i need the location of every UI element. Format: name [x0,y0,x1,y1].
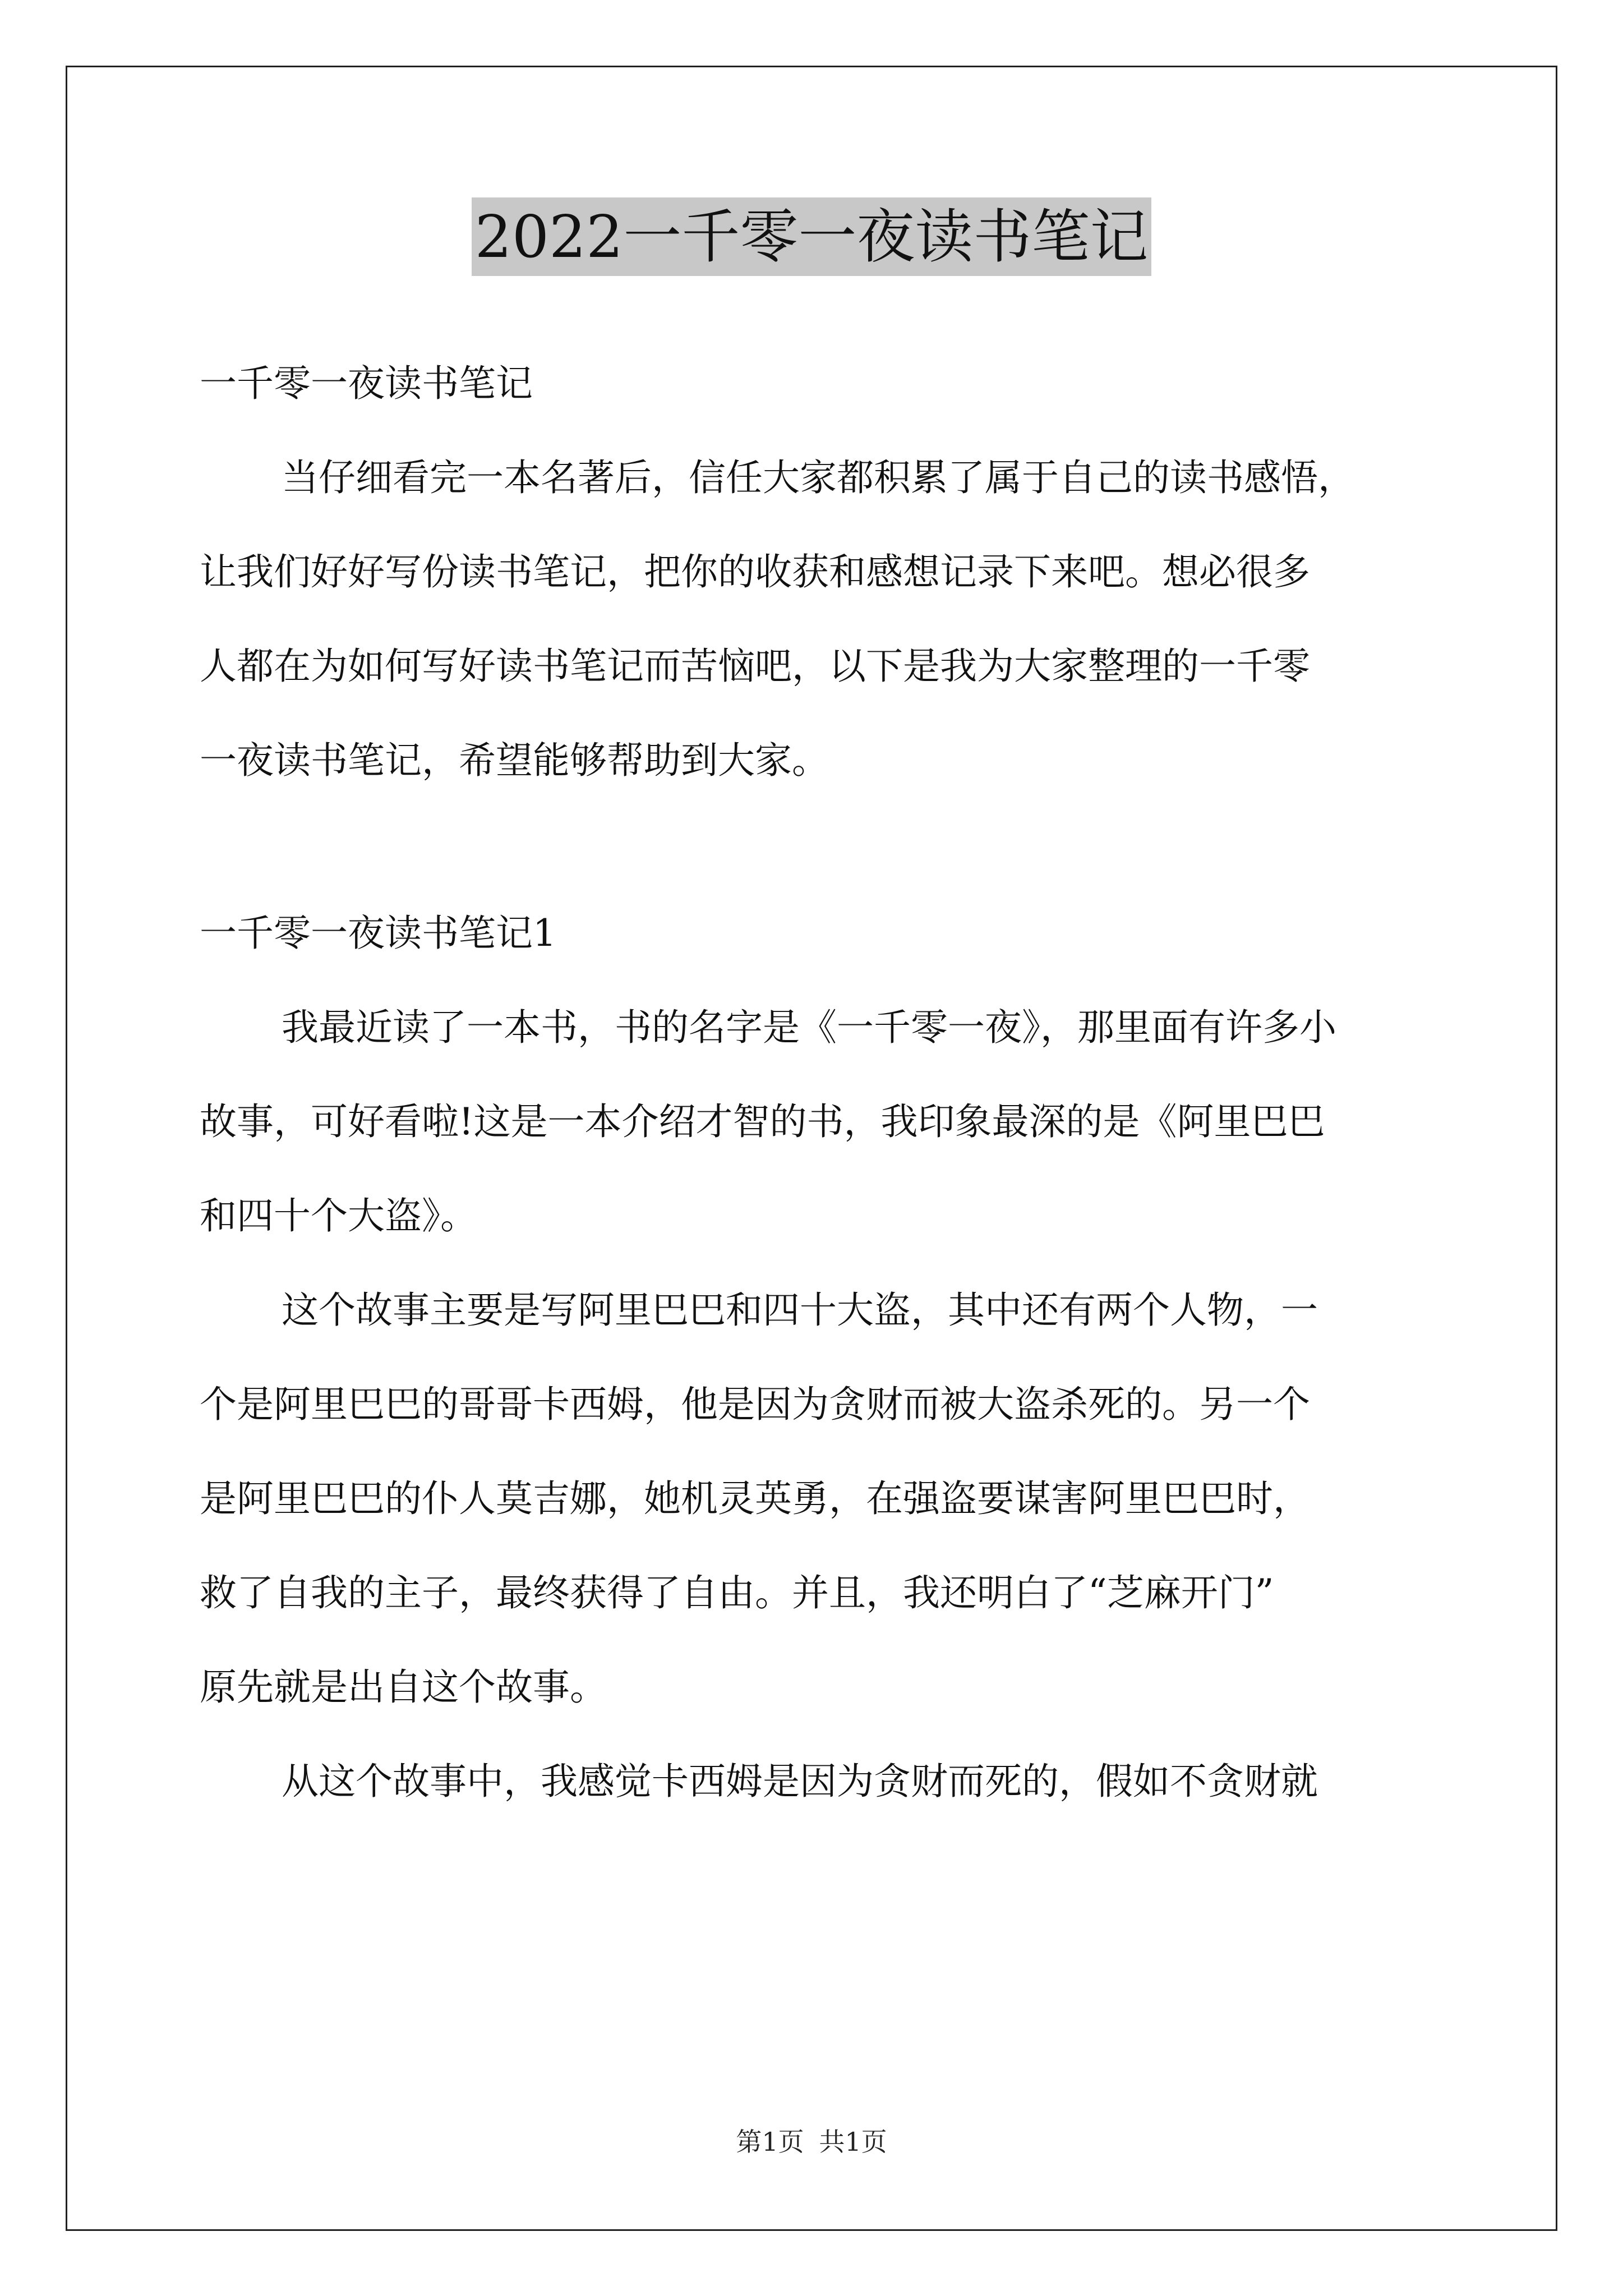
page-number-total: 共1页 [819,2127,887,2157]
para2-line-4: 救了自我的主子，最终获得了自由。并且，我还明白了“芝麻开门” [200,1571,1274,1614]
intro-line-3: 人都在为如何写好读书笔记而苦恼吧，以下是我为大家整理的一千零 [200,645,1310,688]
para1-line-2: 故事，可好看啦!这是一本介绍才智的书，我印象最深的是《阿里巴巴 [200,1100,1325,1143]
para2-line-3: 是阿里巴巴的仆人莫吉娜，她机灵英勇，在强盗要谋害阿里巴巴时， [200,1477,1310,1520]
intro-heading: 一千零一夜读书笔记 [200,362,533,405]
page-number-current: 第1页 [736,2127,804,2157]
document-body [200,337,1456,1829]
document-title: 2022一千零一夜读书笔记 [472,197,1152,276]
intro-line-2: 让我们好好写份读书笔记，把你的收获和感想记录下来吧。想必很多 [200,550,1310,593]
para2-line-5: 原先就是出自这个故事。 [200,1665,607,1709]
para1-line-3: 和四十个大盗》。 [200,1194,477,1237]
page-footer [0,2125,1623,2159]
para2-line-2: 个是阿里巴巴的哥哥卡西姆，他是因为贪财而被大盗杀死的。另一个 [200,1383,1310,1426]
title-container [0,197,1623,276]
para1-line-1: 我最近读了一本书，书的名字是《一千零一夜》，那里面有许多小 [282,1006,1336,1049]
section1-heading: 一千零一夜读书笔记1 [200,912,556,955]
section-spacer [200,808,1456,886]
intro-line-4: 一夜读书笔记，希望能够帮助到大家。 [200,739,829,782]
para2-line-1: 这个故事主要是写阿里巴巴和四十大盗，其中还有两个人物，一 [282,1289,1318,1332]
para3-line-1: 从这个故事中，我感觉卡西姆是因为贪财而死的，假如不贪财就 [282,1760,1318,1803]
intro-line-1: 当仔细看完一本名著后，信任大家都积累了属于自己的读书感悟， [282,456,1355,499]
